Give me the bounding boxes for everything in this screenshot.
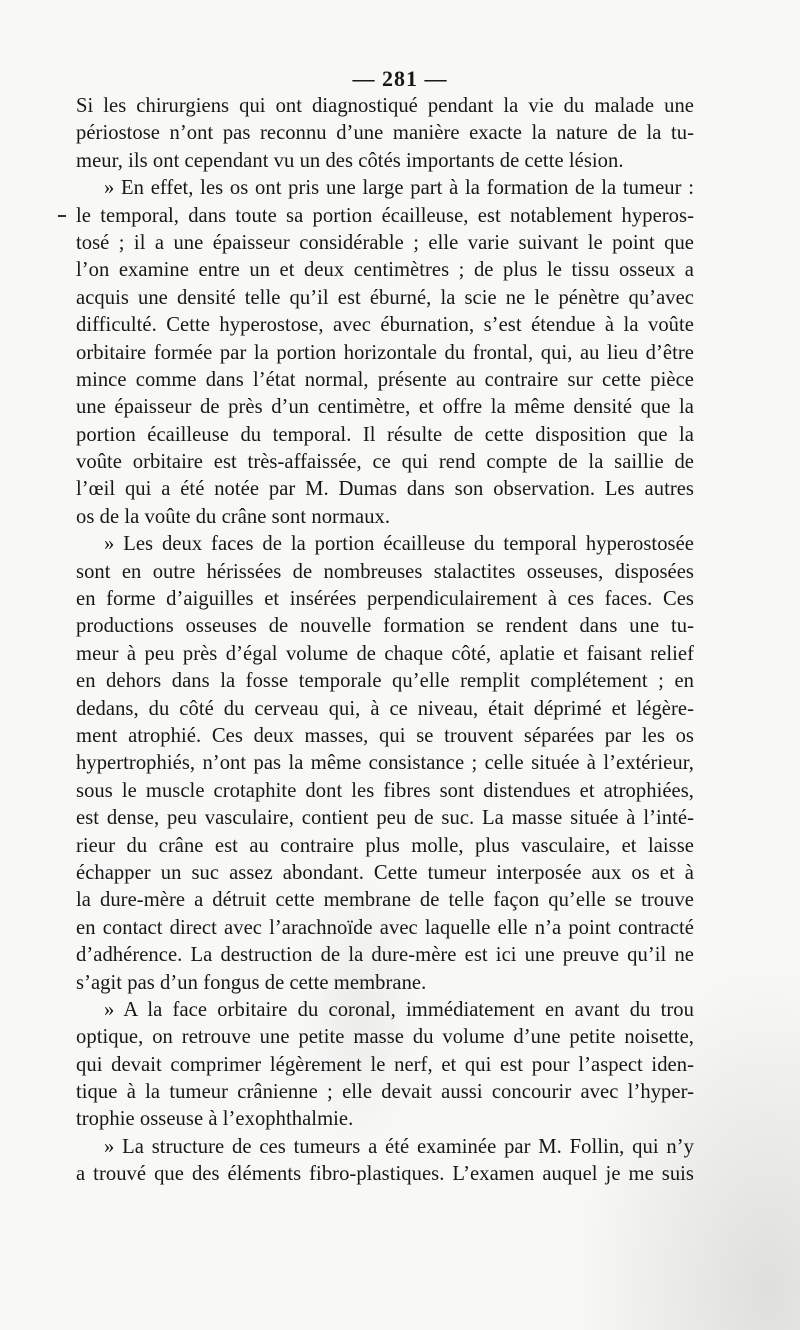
text-line: difficulté. Cette hyperostose, avec éburnation, s’est étendue à la voûte xyxy=(76,314,694,337)
text-line: os de la voûte du crâne sont normaux. xyxy=(76,505,391,528)
text-line: périostose n’ont pas reconnu d’une manière exacte la nature de la tu- xyxy=(76,122,694,145)
text-line: tique à la tumeur crânienne ; elle devait aussi concourir avec l’hyper- xyxy=(76,1081,694,1104)
text-line: meur à peu près d’égal volume de chaque côté, aplatie et faisant relief xyxy=(76,642,694,665)
text-line: d’adhérence. La destruction de la dure-mère est ici une preuve qu’il ne xyxy=(76,944,694,967)
text-line: l’œil qui a été notée par M. Dumas dans son observation. Les autres xyxy=(76,478,694,501)
text-line: trophie osseuse à l’exophthalmie. xyxy=(76,1108,354,1131)
text-line: échapper un suc assez abondant. Cette tumeur interposée aux os et à xyxy=(76,861,694,884)
text-line: en forme d’aiguilles et insérées perpendiculairement à ces faces. Ces xyxy=(76,588,694,611)
text-line: le temporal, dans toute sa portion écailleuse, est notablement hyperos- xyxy=(76,204,694,227)
text-line: » A la face orbitaire du coronal, immédiatement en avant du trou xyxy=(104,998,694,1021)
text-line: Si les chirurgiens qui ont diagnostiqué pendant la vie du malade une xyxy=(76,95,694,117)
text-line: acquis une densité telle qu’il est éburné, la scie ne le pénètre qu’avec xyxy=(76,286,694,309)
body-text xyxy=(76,93,694,1189)
text-line: l’on examine entre un et deux centimètres ; de plus le tissu osseux a xyxy=(76,259,694,282)
text-line: portion écailleuse du temporal. Il résulte de cette disposition que la xyxy=(76,423,694,446)
text-line: » En effet, les os ont pris une large part à la formation de la tumeur : xyxy=(104,177,694,200)
text-line: dedans, du côté du cerveau qui, à ce niveau, était déprimé et légère- xyxy=(76,697,694,720)
text-line: optique, on retrouve une petite masse du volume d’une petite noisette, xyxy=(76,1026,694,1049)
text-line: s’agit pas d’un fongus de cette membrane. xyxy=(76,971,427,994)
margin-mark xyxy=(58,215,66,217)
text-line: tosé ; il a une épaisseur considérable ; elle varie suivant le point que xyxy=(76,231,694,254)
text-line: une épaisseur de près d’un centimètre, et offre la même densité que la xyxy=(76,396,694,419)
text-line: » Les deux faces de la portion écailleuse du temporal hyperostosée xyxy=(104,533,694,556)
text-line: meur, ils ont cependant vu un des côtés importants de cette lésion. xyxy=(76,149,624,172)
text-line: a trouvé que des éléments fibro-plastiques. L’examen auquel je me suis xyxy=(76,1163,694,1186)
text-line: hypertrophiés, n’ont pas la même consistance ; celle située à l’extérieur, xyxy=(76,752,694,775)
text-line: ment atrophié. Ces deux masses, qui se trouvent séparées par les os xyxy=(76,724,694,747)
text-line: en dehors dans la fosse temporale qu’elle remplit complétement ; en xyxy=(76,670,694,693)
text-line: sous le muscle crotaphite dont les fibres sont distendues et atrophiées, xyxy=(76,779,694,802)
text-line: orbitaire formée par la portion horizontale du frontal, qui, au lieu d’être xyxy=(76,341,694,364)
text-line: voûte orbitaire est très-affaissée, ce qui rend compte de la saillie de xyxy=(76,451,694,474)
text-line: » La structure de ces tumeurs a été examinée par M. Follin, qui n’y xyxy=(104,1135,694,1158)
text-line: sont en outre hérissées de nombreuses stalactites osseuses, disposées xyxy=(76,560,694,583)
text-line: en contact direct avec l’arachnoïde avec laquelle elle n’a point contracté xyxy=(76,916,694,939)
text-line: rieur du crâne est au contraire plus molle, plus vasculaire, et laisse xyxy=(76,834,694,857)
text-line: qui devait comprimer légèrement le nerf, et qui est pour l’aspect iden- xyxy=(76,1053,694,1076)
text-line: productions osseuses de nouvelle formation se rendent dans une tu- xyxy=(76,615,694,638)
text-line: est dense, peu vasculaire, contient peu de suc. La masse située à l’inté- xyxy=(76,807,694,830)
page-number: — 281 — xyxy=(352,66,448,91)
text-line: la dure-mère a détruit cette membrane de telle façon qu’elle se trouve xyxy=(76,889,694,912)
text-line: mince comme dans l’état normal, présente au contraire sur cette pièce xyxy=(76,368,694,391)
